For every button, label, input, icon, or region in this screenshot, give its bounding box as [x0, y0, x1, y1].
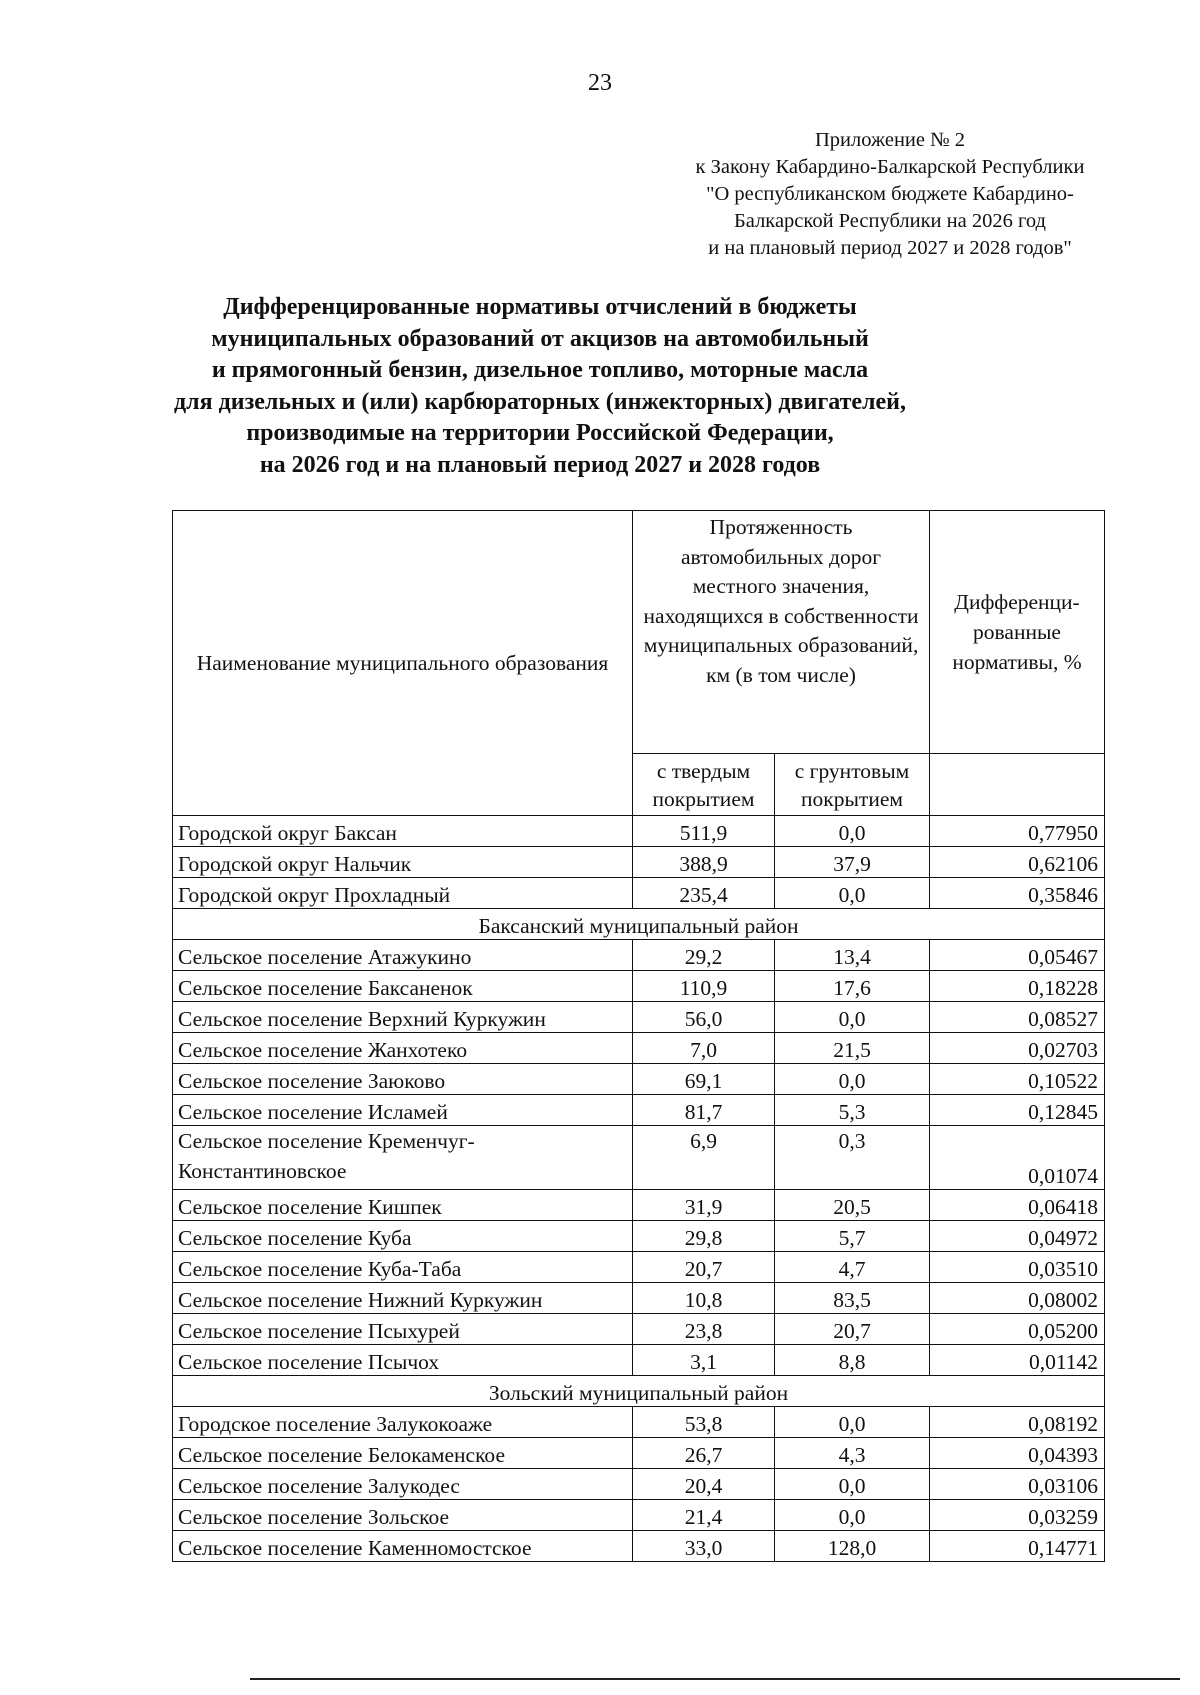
table-row — [173, 1252, 1105, 1283]
unpaved-length: 0,0 — [775, 1407, 930, 1438]
municipality-name: Сельское поселение Куба-Таба — [173, 1252, 633, 1283]
table-row — [173, 940, 1105, 971]
municipality-name: Сельское поселение Жанхотеко — [173, 1033, 633, 1064]
municipality-name: Городское поселение Залукокоаже — [173, 1407, 633, 1438]
paved-length: 29,2 — [633, 940, 775, 971]
unpaved-length: 20,7 — [775, 1314, 930, 1345]
section-row — [173, 1376, 1105, 1407]
municipality-name: Сельское поселение Заюково — [173, 1064, 633, 1095]
header-differentiated-rates: Дифференци-рованные нормативы, % — [930, 511, 1105, 754]
municipality-name: Сельское поселение Псыхурей — [173, 1314, 633, 1345]
title-line: для дизельных и (или) карбюраторных (инжекторных) двигателей, — [174, 388, 906, 415]
unpaved-length: 17,6 — [775, 971, 930, 1002]
paved-length: 69,1 — [633, 1064, 775, 1095]
municipality-name: Сельское поселение Верхний Куркужин — [173, 1002, 633, 1033]
title-line: на 2026 год и на плановый период 2027 и 2028 годов — [259, 451, 821, 478]
page-number: 23 — [588, 70, 612, 96]
differentiated-rate: 0,05467 — [930, 940, 1105, 971]
district-heading: Зольский муниципальный район — [173, 1376, 1105, 1407]
differentiated-rate: 0,03510 — [930, 1252, 1105, 1283]
differentiated-rate: 0,03259 — [930, 1500, 1105, 1531]
table-row — [173, 971, 1105, 1002]
paved-length: 33,0 — [633, 1531, 775, 1562]
unpaved-length: 128,0 — [775, 1531, 930, 1562]
appendix-line: к Закону Кабардино-Балкарской Республики — [695, 156, 1085, 178]
norms-table — [172, 510, 1105, 1562]
municipality-name: Сельское поселение Белокаменское — [173, 1438, 633, 1469]
header-municipality-name: Наименование муниципального образования — [173, 511, 633, 816]
municipality-name: Городской округ Баксан — [173, 816, 633, 847]
district-heading: Баксанский муниципальный район — [173, 909, 1105, 940]
appendix-reference — [640, 127, 1140, 262]
differentiated-rate: 0,01142 — [930, 1345, 1105, 1376]
table-row — [173, 1033, 1105, 1064]
differentiated-rate: 0,10522 — [930, 1064, 1105, 1095]
footer-rule — [250, 1678, 1180, 1680]
municipality-name: Сельское поселение Исламей — [173, 1095, 633, 1126]
municipality-name: Сельское поселение Кременчуг-Константиновское — [173, 1126, 633, 1190]
unpaved-length: 4,7 — [775, 1252, 930, 1283]
paved-length: 21,4 — [633, 1500, 775, 1531]
table-row — [173, 1531, 1105, 1562]
table-row — [173, 1095, 1105, 1126]
paved-length: 6,9 — [633, 1126, 775, 1190]
table-row — [173, 847, 1105, 878]
header-road-length: Протяженность автомобильных дорог местного значения, находящихся в собственности муниципальных образований, км (в том числе) — [633, 511, 930, 754]
table-row — [173, 1438, 1105, 1469]
title-line: производимые на территории Российской Федерации, — [246, 420, 834, 446]
municipality-name: Сельское поселение Зольское — [173, 1500, 633, 1531]
unpaved-length: 0,0 — [775, 816, 930, 847]
differentiated-rate: 0,18228 — [930, 971, 1105, 1002]
paved-length: 235,4 — [633, 878, 775, 909]
unpaved-length: 0,0 — [775, 878, 930, 909]
table-row — [173, 1002, 1105, 1033]
table-row — [173, 878, 1105, 909]
header-rate-blank — [930, 754, 1105, 816]
appendix-line: и на плановый период 2027 и 2028 годов" — [708, 237, 1072, 259]
unpaved-length: 5,7 — [775, 1221, 930, 1252]
differentiated-rate: 0,03106 — [930, 1469, 1105, 1500]
table-row — [173, 1283, 1105, 1314]
differentiated-rate: 0,04393 — [930, 1438, 1105, 1469]
differentiated-rate: 0,04972 — [930, 1221, 1105, 1252]
paved-length: 23,8 — [633, 1314, 775, 1345]
differentiated-rate: 0,62106 — [930, 847, 1105, 878]
differentiated-rate: 0,08527 — [930, 1002, 1105, 1033]
municipality-name: Сельское поселение Баксаненок — [173, 971, 633, 1002]
municipality-name: Городской округ Прохладный — [173, 878, 633, 909]
unpaved-length: 20,5 — [775, 1190, 930, 1221]
table-header-row — [173, 511, 1105, 754]
paved-length: 31,9 — [633, 1190, 775, 1221]
municipality-name: Сельское поселение Кишпек — [173, 1190, 633, 1221]
title-line: муниципальных образований от акцизов на автомобильный — [211, 325, 869, 352]
paved-length: 20,7 — [633, 1252, 775, 1283]
paved-length: 110,9 — [633, 971, 775, 1002]
municipality-name: Сельское поселение Нижний Куркужин — [173, 1283, 633, 1314]
differentiated-rate: 0,06418 — [930, 1190, 1105, 1221]
unpaved-length: 21,5 — [775, 1033, 930, 1064]
unpaved-length: 0,0 — [775, 1002, 930, 1033]
unpaved-length: 5,3 — [775, 1095, 930, 1126]
municipality-name: Сельское поселение Атажукино — [173, 940, 633, 971]
paved-length: 511,9 — [633, 816, 775, 847]
title-line: и прямогонный бензин, дизельное топливо, моторные масла — [211, 357, 869, 383]
table-row — [173, 1407, 1105, 1438]
municipality-name: Сельское поселение Псычох — [173, 1345, 633, 1376]
paved-length: 53,8 — [633, 1407, 775, 1438]
municipality-name: Сельское поселение Каменномостское — [173, 1531, 633, 1562]
table-row — [173, 1126, 1105, 1190]
differentiated-rate: 0,02703 — [930, 1033, 1105, 1064]
table-row — [173, 1345, 1105, 1376]
table-row — [173, 816, 1105, 847]
appendix-line: Балкарской Республики на 2026 год — [734, 210, 1046, 232]
section-row — [173, 909, 1105, 940]
unpaved-length: 83,5 — [775, 1283, 930, 1314]
differentiated-rate: 0,12845 — [930, 1095, 1105, 1126]
differentiated-rate: 0,35846 — [930, 878, 1105, 909]
paved-length: 388,9 — [633, 847, 775, 878]
unpaved-length: 37,9 — [775, 847, 930, 878]
table-row — [173, 1500, 1105, 1531]
appendix-line: "О республиканском бюджете Кабардино- — [706, 183, 1074, 205]
paved-length: 10,8 — [633, 1283, 775, 1314]
header-unpaved: с грунтовым покрытием — [775, 754, 930, 816]
paved-length: 29,8 — [633, 1221, 775, 1252]
unpaved-length: 8,8 — [775, 1345, 930, 1376]
paved-length: 7,0 — [633, 1033, 775, 1064]
unpaved-length: 0,0 — [775, 1469, 930, 1500]
paved-length: 20,4 — [633, 1469, 775, 1500]
paved-length: 3,1 — [633, 1345, 775, 1376]
municipality-name: Сельское поселение Залукодес — [173, 1469, 633, 1500]
differentiated-rate: 0,01074 — [930, 1126, 1105, 1190]
unpaved-length: 0,0 — [775, 1064, 930, 1095]
differentiated-rate: 0,77950 — [930, 816, 1105, 847]
table-row — [173, 1064, 1105, 1095]
paved-length: 26,7 — [633, 1438, 775, 1469]
title-line: Дифференцированные нормативы отчислений в бюджеты — [223, 294, 857, 320]
unpaved-length: 0,0 — [775, 1500, 930, 1531]
table-row — [173, 1314, 1105, 1345]
unpaved-length: 13,4 — [775, 940, 930, 971]
differentiated-rate: 0,08192 — [930, 1407, 1105, 1438]
table-row — [173, 1190, 1105, 1221]
municipality-name: Городской округ Нальчик — [173, 847, 633, 878]
differentiated-rate: 0,05200 — [930, 1314, 1105, 1345]
table-row — [173, 1221, 1105, 1252]
municipality-name: Сельское поселение Куба — [173, 1221, 633, 1252]
paved-length: 81,7 — [633, 1095, 775, 1126]
unpaved-length: 0,3 — [775, 1126, 930, 1190]
paved-length: 56,0 — [633, 1002, 775, 1033]
header-paved: с твердым покрытием — [633, 754, 775, 816]
document-title — [150, 292, 930, 481]
differentiated-rate: 0,08002 — [930, 1283, 1105, 1314]
table-row — [173, 1469, 1105, 1500]
appendix-line: Приложение № 2 — [814, 129, 966, 151]
differentiated-rate: 0,14771 — [930, 1531, 1105, 1562]
unpaved-length: 4,3 — [775, 1438, 930, 1469]
